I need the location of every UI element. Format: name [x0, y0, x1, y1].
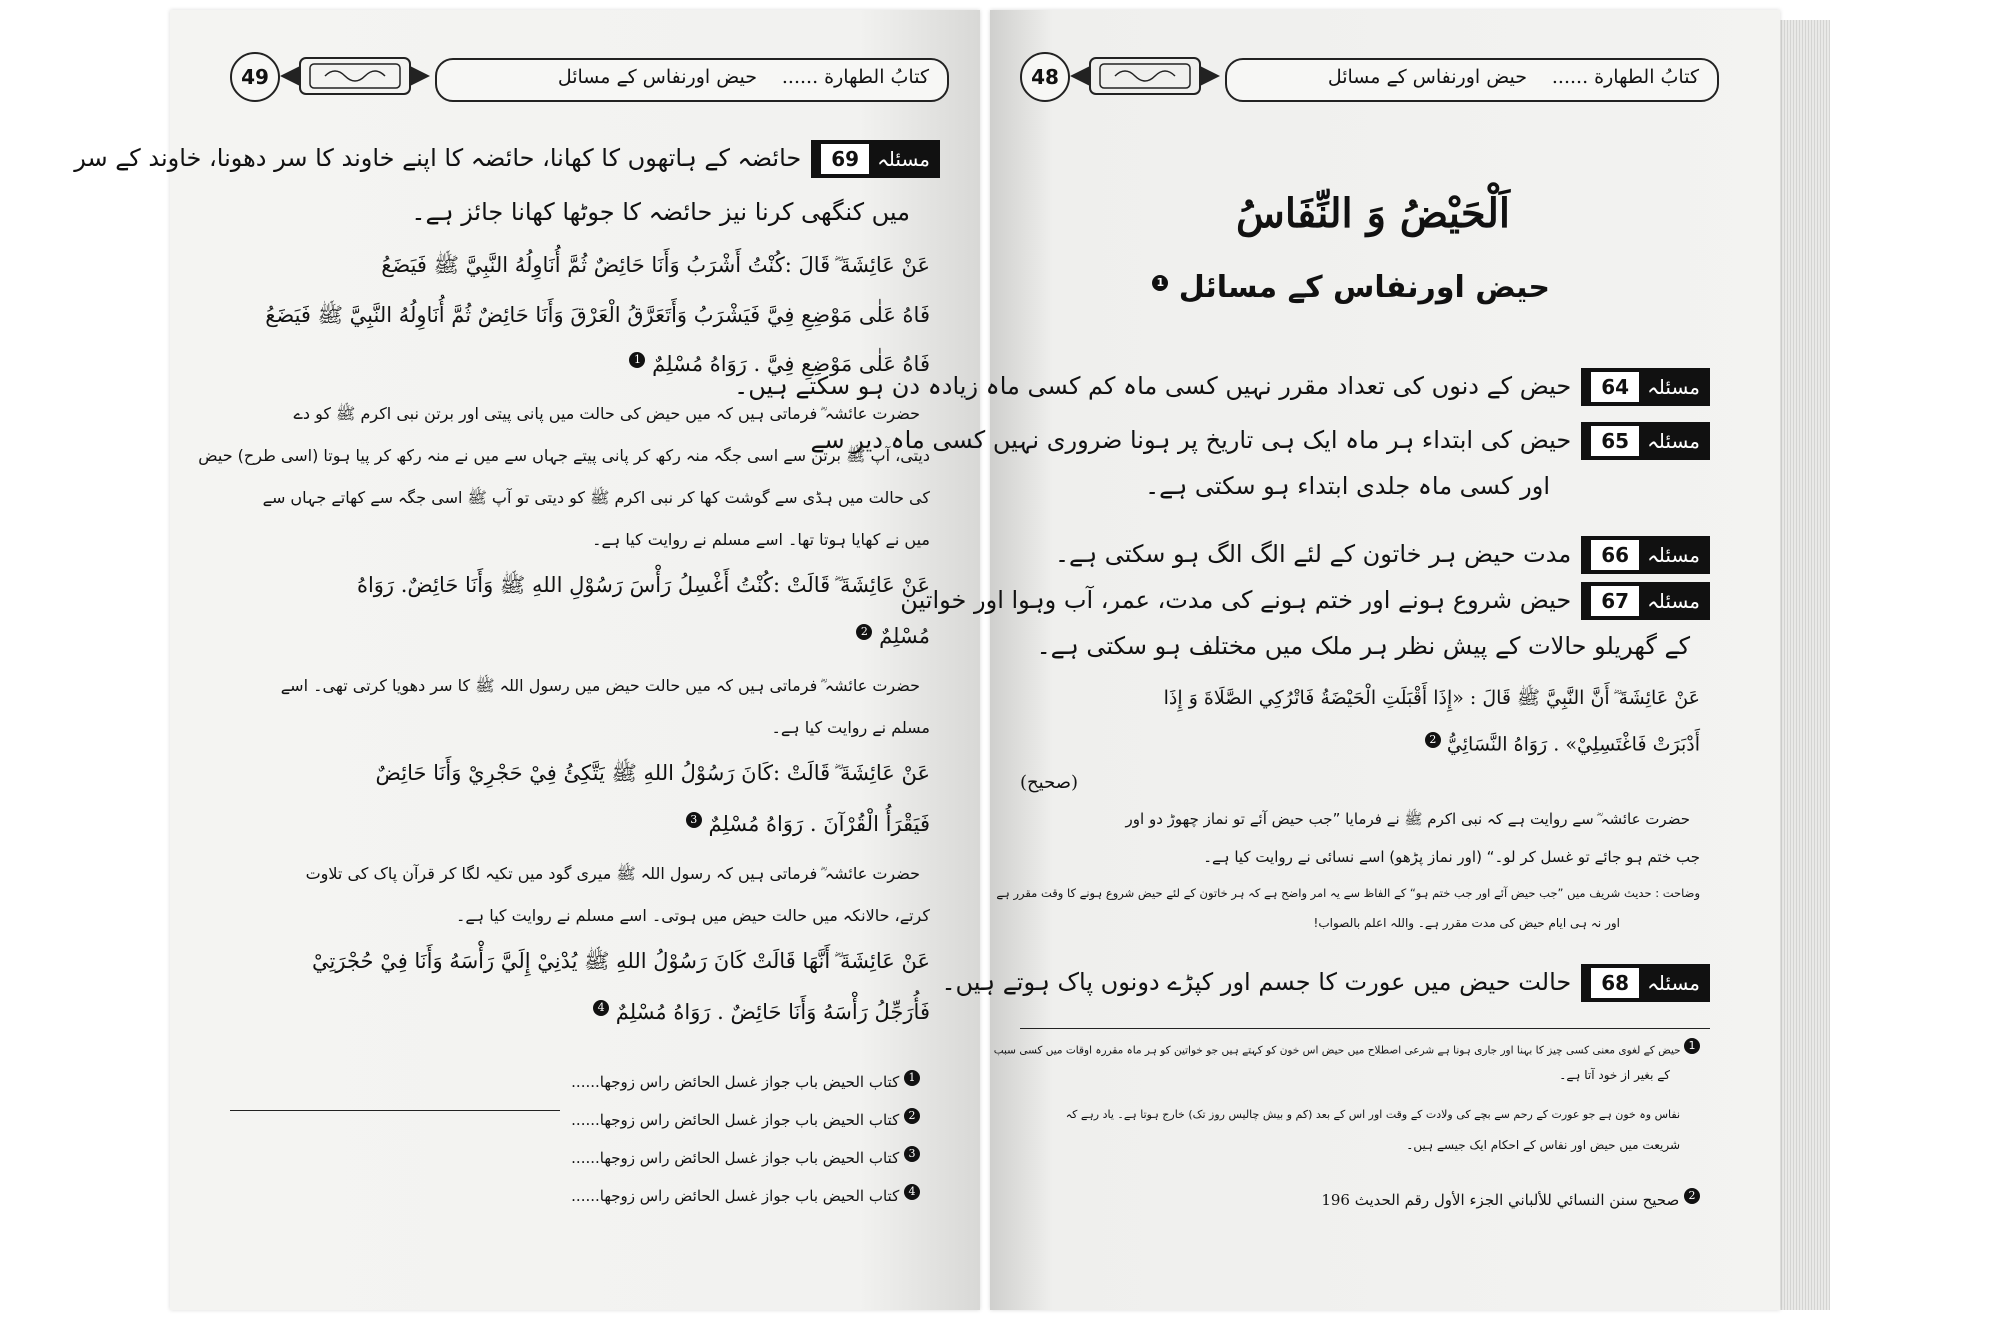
header-pill: [435, 58, 949, 102]
footnote: 1 كتاب الحيض باب جواز غسل الحائض راس زوجها......: [571, 1070, 920, 1091]
note-line: وضاحت : حدیث شریف میں ”جب حیض آئے اور جب ختم ہو“ کے الفاظ سے یہ امر واضح ہے کہ ہر خاتون کے لئے حیض شروع ہونے کا وقت مقرر ہے: [996, 886, 1700, 900]
masala-66-line: مسئلہ66مدت حیض ہر خاتون کے لئے الگ الگ ہو سکتی ہے۔: [1055, 536, 1710, 574]
hadith-line: أَدْبَرَتْ فَاغْتَسِلِيْ» . رَوَاهُ النَّسَائِيُّ 2: [1425, 732, 1700, 755]
page-number: 48: [1020, 52, 1070, 102]
translation-line: کی حالت میں ہڈی سے گوشت کھا کر نبی اکرم ﷺ کو دیتی تو آپ ﷺ اسی جگہ سے کھاتے جہاں سے: [262, 488, 930, 507]
open-book: [74, 0, 1830, 1320]
footnote: نفاس وہ خون ہے جو عورت کے رحم سے بچے کی ولادت کے وقت اور اس کے بعد (کم و بیش چالیس روز تک) خارج ہوتا ہے۔ یاد رہے کہ: [1065, 1108, 1680, 1121]
footnote: 3 كتاب الحيض باب جواز غسل الحائض راس زوجها......: [571, 1146, 920, 1167]
translation-line: حضرت عائشہ ؓ فرماتی ہیں کہ رسول اللہ ﷺ میری گود میں تکیہ لگا کر قرآن پاک کی تلاوت: [305, 864, 920, 883]
footnote: شریعت میں حیض اور نفاس کے احکام ایک جیسے ہیں۔: [1406, 1138, 1680, 1152]
hadith-line: عَنْ عَائِشَةَ ؓ قَالَتْ :كَانَ رَسُوْلُ اللهِ ﷺ يَتَّكِئُ فِيْ حَجْرِيْ وَأَنَا حَائِضٌ: [375, 761, 930, 785]
left-header: [230, 48, 950, 104]
left-footnotes: [490, 1070, 920, 1240]
hadith-line: فَاهُ عَلٰى مَوْضِعِ فِيَّ . رَوَاهُ مُسْلِمٌ 1: [629, 352, 930, 376]
chapter-subtitle: حیض اورنفاس کے مسائل 1: [1152, 270, 1550, 305]
hadith-line: عَنْ عَائِشَةَ ؓ قَالَ :كُنْتُ أَشْرَبُ وَأَنَا حَائِضٌ ثُمَّ أُنَاوِلُهُ النَّبِيَّ ﷺ فَيَضَعُ: [381, 253, 930, 277]
header-topic: حیض اورنفاس کے مسائل: [1327, 66, 1527, 88]
text-line: میں کنگھی کرنا نیز حائضہ کا جوٹھا کھانا جائز ہے۔: [411, 198, 910, 226]
masala-badge: مسئلہ65: [1581, 422, 1710, 460]
masala-68-line: مسئلہ68حالت حیض میں عورت کا جسم اور کپڑے دونوں پاک ہوتے ہیں۔: [941, 964, 1710, 1002]
masala-69-line: مسئلہ69حائضہ کے ہاتھوں کا کھانا، حائضہ کا اپنے خاوند کا سر دھونا، خاوند کے سر: [74, 140, 940, 178]
ornament-icon: [280, 48, 430, 104]
grade-label: (صحيح): [1020, 772, 1079, 793]
right-header: [1020, 48, 1720, 104]
translation-line: جب ختم ہو جائے تو غسل کر لو۔“ (اور نماز پڑھو) اسے نسائی نے روایت کیا ہے۔: [1203, 848, 1700, 866]
masala-badge: مسئلہ68: [1581, 964, 1710, 1002]
footnote: کے بغیر از خود آتا ہے۔: [1559, 1068, 1670, 1082]
chapter-title: اَلْحَيْضُ وَ النِّفَاسُ: [1236, 190, 1510, 237]
left-page: [74, 10, 980, 1310]
hadith-line: مُسْلِمٌ 2: [856, 624, 930, 648]
footnote: 2 صحيح سنن النسائي للألباني الجزء الأول رقم الحديث 196: [1321, 1188, 1700, 1209]
translation-line: کرتے، حالانکہ میں حالت حیض میں ہوتی۔ اسے مسلم نے روایت کیا ہے۔: [455, 906, 930, 925]
header-topic: حیض اورنفاس کے مسائل: [557, 66, 757, 88]
left-body: [74, 120, 940, 1200]
translation-line: حضرت عائشہ ؓ فرماتی ہیں کہ میں حیض کی حالت میں پانی پیتی اور برتن نبی اکرم ﷺ کو دے: [293, 404, 920, 423]
text-line: کے گھریلو حالات کے پیش نظر ہر ملک میں مختلف ہو سکتی ہے۔: [1036, 632, 1690, 660]
hadith-line: فَيَقْرَأُ الْقُرْآنَ . رَوَاهُ مُسْلِمٌ 3: [686, 812, 930, 836]
masala-badge: مسئلہ69: [811, 140, 940, 178]
page-number: 49: [230, 52, 280, 102]
header-pill: [1225, 58, 1719, 102]
footnote: 2 كتاب الحيض باب جواز غسل الحائض راس زوجها......: [571, 1108, 920, 1129]
hadith-line: عَنْ عَائِشَةَ ؓ أَنَّ النَّبِيَّ ﷺ قَالَ : «إِذَا أَقْبَلَتِ الْحَيْضَةُ فَاتْرُكِي الصَّلَاةَ وَ إِذَا: [1163, 687, 1700, 709]
translation-line: میں نے کھایا ہوتا تھا۔ اسے مسلم نے روایت کیا ہے۔: [592, 530, 930, 549]
translation-line: حضرت عائشہ ؓ سے روایت ہے کہ نبی اکرم ﷺ نے فرمایا ”جب حیض آئے تو نماز چھوڑ دو اور: [1125, 810, 1690, 828]
masala-65-line: مسئلہ65حیض کی ابتداء ہر ماہ ایک ہی تاریخ پر ہونا ضروری نہیں کسی ماہ دیر سے: [810, 422, 1710, 460]
hadith-line: عَنْ عَائِشَةَ ؓ أَنَّهَا قَالَتْ كَانَ رَسُوْلُ اللهِ ﷺ يُدْنِيْ إِلَيَّ رَأْسَهُ وَأَنَا فِيْ حُجْرَتِيْ: [312, 949, 930, 973]
note-line: اور نہ ہی ایام حیض کی مدت مقرر ہے۔ واللہ اعلم بالصواب!: [1313, 916, 1620, 930]
translation-line: دیتی، آپ ﷺ برتن سے اسی جگہ منہ رکھ کر پانی پیتے جہاں سے میں نے منہ رکھ کر پیا ہوتا (اسی طرح) حیض: [198, 446, 930, 465]
footnote: 4 كتاب الحيض باب جواز غسل الحائض راس زوجها......: [571, 1184, 920, 1205]
text-line: اور کسی ماہ جلدی ابتداء ہو سکتی ہے۔: [1145, 472, 1550, 500]
masala-badge: مسئلہ67: [1581, 582, 1710, 620]
header-book: كتابُ الطهارة ......: [1551, 66, 1699, 88]
masala-badge: مسئلہ64: [1581, 368, 1710, 406]
ornament-icon: [1070, 48, 1220, 104]
masala-67-line: مسئلہ67حیض شروع ہونے اور ختم ہونے کی مدت، عمر، آب وہوا اور خواتین: [900, 582, 1710, 620]
translation-line: حضرت عائشہ ؓ فرماتی ہیں کہ میں حالت حیض میں رسول اللہ ﷺ کا سر دھویا کرتی تھی۔ اسے: [280, 676, 920, 695]
right-footnotes: [993, 1038, 1700, 1248]
translation-line: مسلم نے روایت کیا ہے۔: [771, 718, 930, 737]
hadith-line: فَأُرَجِّلُ رَأْسَهُ وَأَنَا حَائِضٌ . رَوَاهُ مُسْلِمٌ 4: [593, 1000, 930, 1024]
hadith-line: فَاهُ عَلٰى مَوْضِعِ فِيَّ فَيَشْرَبُ وَأَتَعَرَّقُ الْعَرْقَ وَأَنَا حَائِضٌ ثُمَّ أُنَاوِلُهُ النَّبِيَّ ﷺ فَيَضَعُ: [265, 303, 930, 327]
header-book: كتابُ الطهارة ......: [781, 66, 929, 88]
masala-64-line: مسئلہ64حیض کے دنوں کی تعداد مقرر نہیں کسی ماہ کم کسی ماہ زیادہ دن ہو سکتے ہیں۔: [734, 368, 1710, 406]
footnote-rule: [1020, 1028, 1710, 1029]
masala-badge: مسئلہ66: [1581, 536, 1710, 574]
footnote: 1 حیض کے لغوی معنی کسی چیز کا بہنا اور جاری ہونا ہے شرعی اصطلاح میں حیض اس خون کو کہتے ہیں جو خواتین کو ہر ماہ مقررہ اوقات میں کسی سبب: [994, 1038, 1700, 1057]
hadith-line: عَنْ عَائِشَةَ ؓ قَالَتْ :كُنْتُ أَغْسِلُ رَأْسَ رَسُوْلِ اللهِ ﷺ وَأَنَا حَائِضٌ. رَوَاهُ: [356, 573, 930, 597]
